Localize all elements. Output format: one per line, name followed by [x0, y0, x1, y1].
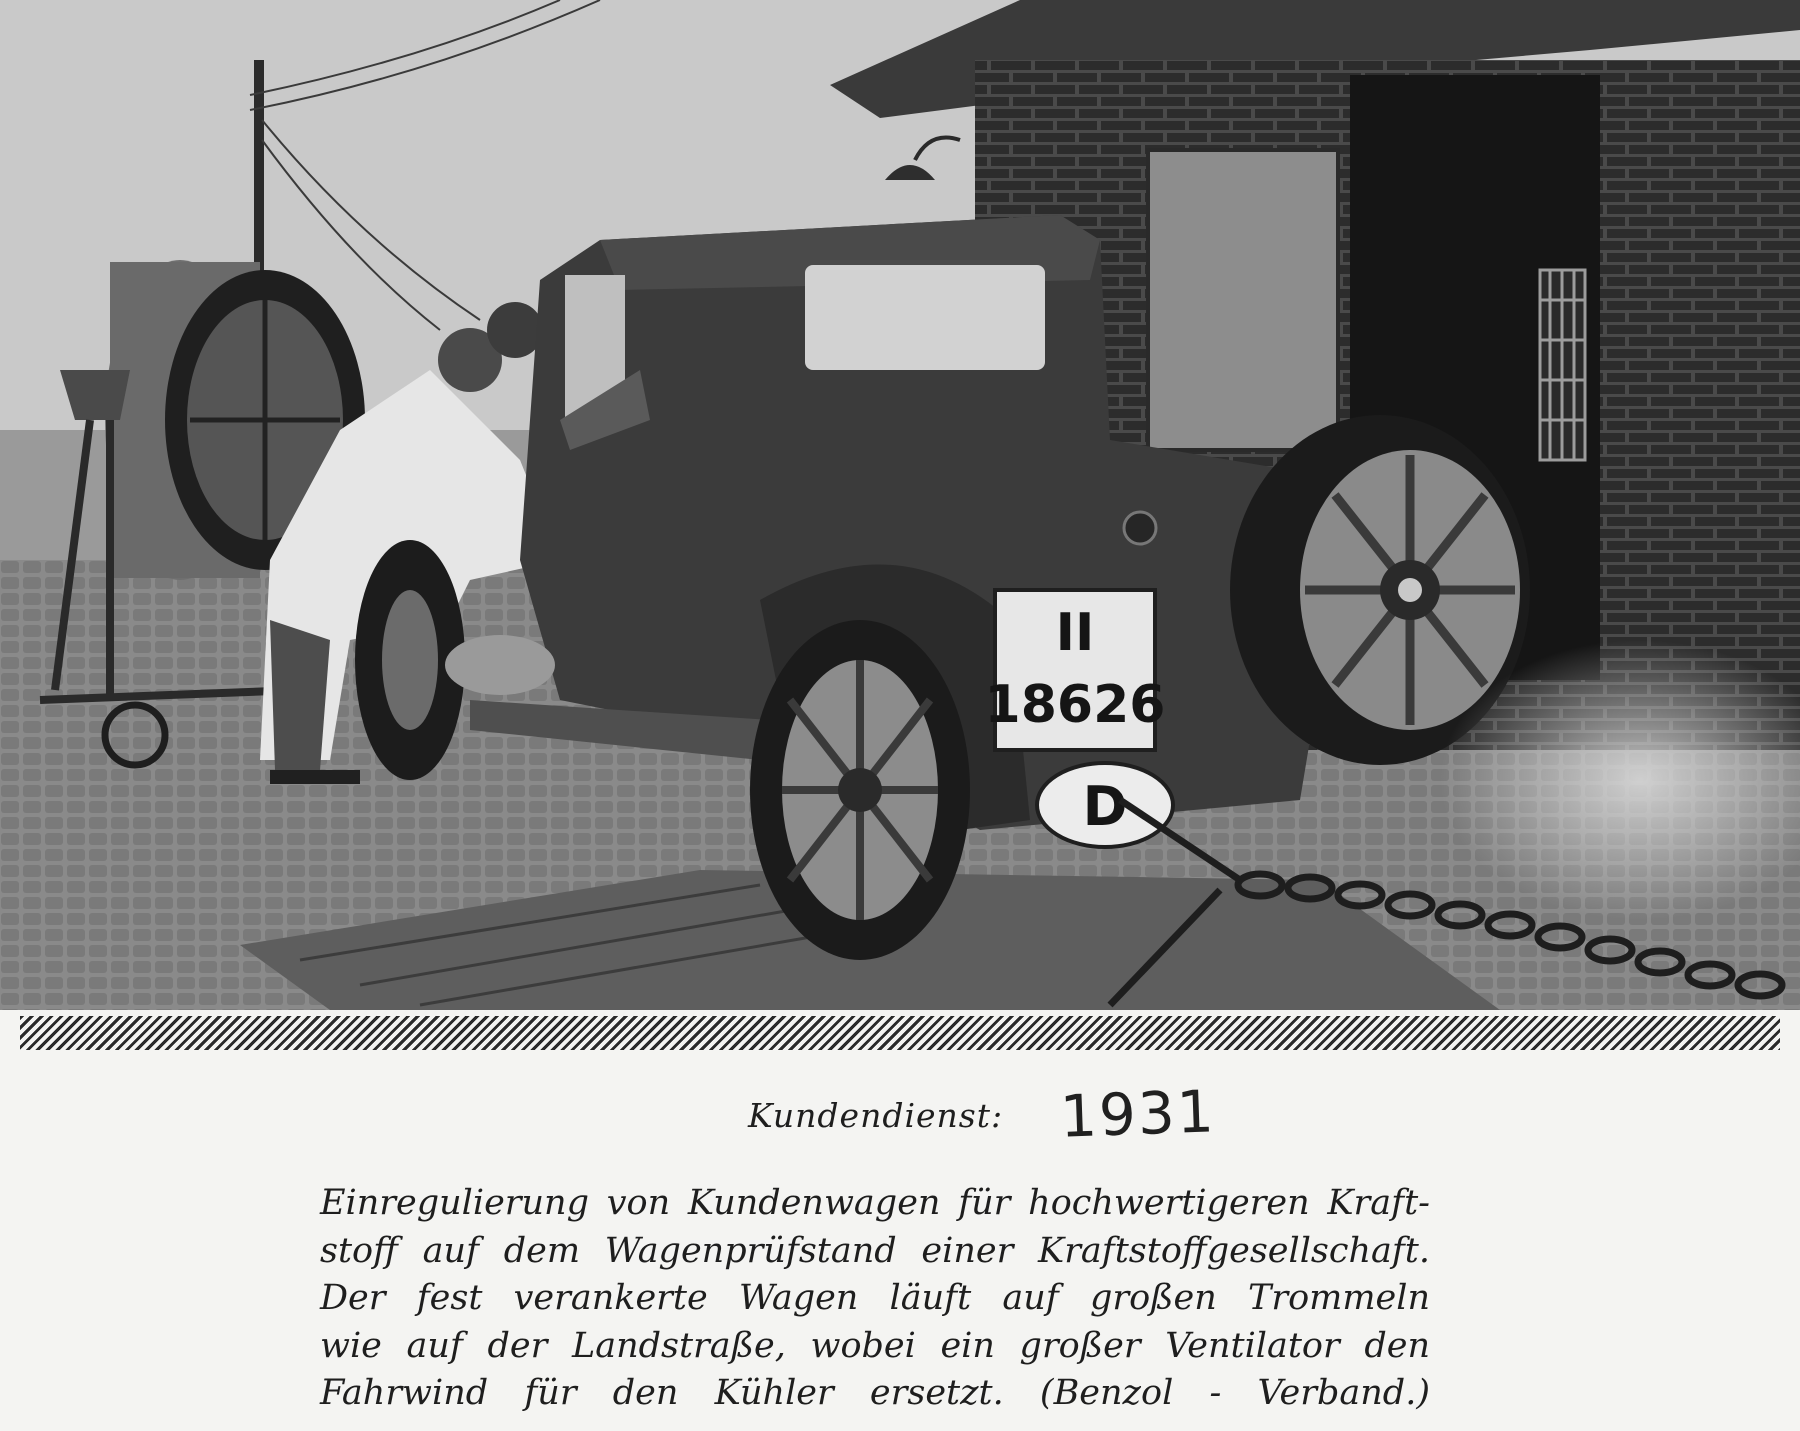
- caption-text: [320, 1180, 1430, 1418]
- closed-door: [1148, 150, 1338, 450]
- license-plate-line-2: 18626: [984, 675, 1166, 735]
- caption-heading: Kundendienst:: [748, 1096, 1004, 1135]
- country-badge: [1037, 763, 1173, 847]
- barred-window: [1540, 270, 1585, 460]
- caption-heading-row: [0, 1077, 1800, 1170]
- caption-line: wie auf der Landstraße, wobei ein großer Ventilator den: [320, 1325, 1430, 1366]
- caption-line: Einregulierung von Kundenwagen für hochwertigeren Kraft-: [320, 1183, 1430, 1223]
- country-badge-letter: D: [1082, 775, 1128, 838]
- license-plate: [985, 590, 1166, 750]
- caption-line: stoff auf dem Wagenprüfstand einer Kraftstoffgesellschaft.: [320, 1230, 1430, 1271]
- license-plate-line-1: II: [1055, 603, 1095, 663]
- caption-line: Der fest verankerte Wagen läuft auf großen Trommeln: [320, 1278, 1430, 1318]
- caption-line: Fahrwind für den Kühler ersetzt. (Benzol - Verband.): [320, 1373, 1430, 1413]
- handwritten-year: 1931: [1058, 1077, 1217, 1151]
- hatched-divider: [20, 1016, 1780, 1050]
